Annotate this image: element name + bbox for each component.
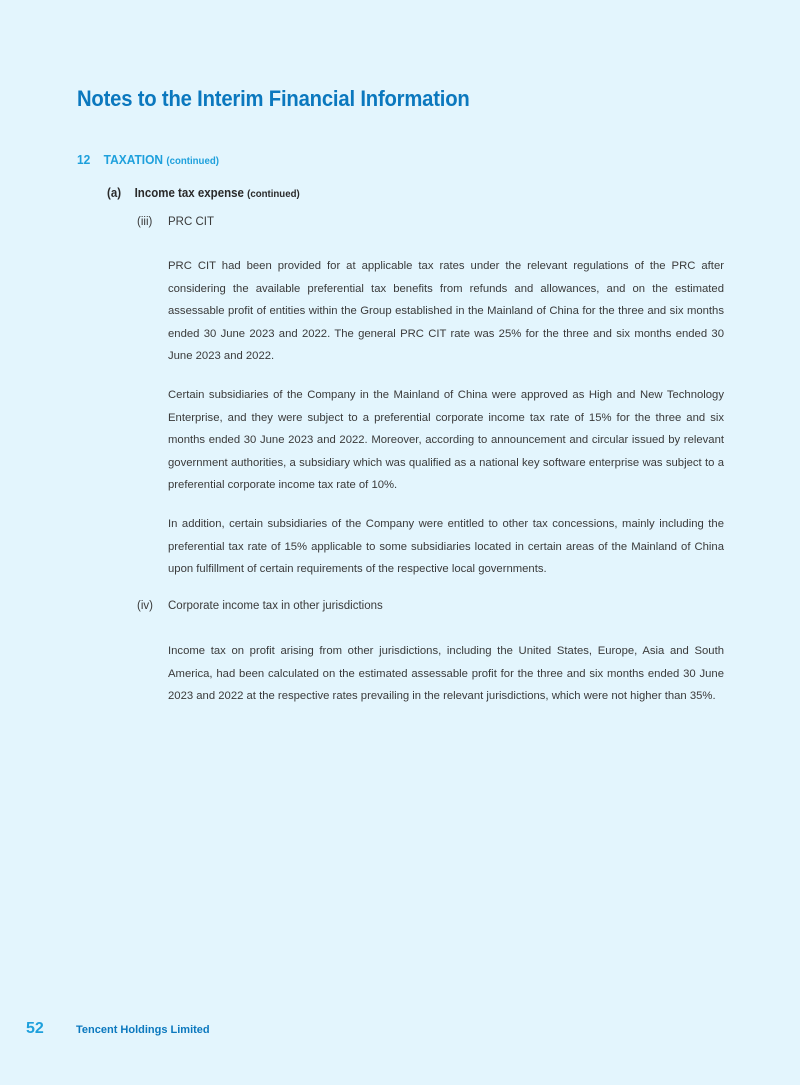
paragraph-tax-concessions: In addition, certain subsidiaries of the Company were entitled to other tax concessions, mainly including the preferential tax rate of 15% applicable to some subsidiaries located in certain areas of the Mainland of China upon fulfillment of certain requirements of the respective local governments. — [168, 518, 724, 576]
paragraph-high-new-tech: Certain subsidiaries of the Company in the Mainland of China were approved as High and New Technology Enterprise, and they were subject to a preferential corporate income tax rate of 15% for the three and six months ended 30 June 2023 and 2022. Moreover, according to announcement and circular issued by relevant government authorities, a subsidiary which was qualified as a national key software enterprise was subject to a preferential corporate income tax rate of 10%. — [168, 389, 724, 492]
item-heading-iii — [137, 216, 214, 228]
item-title: PRC CIT — [168, 216, 214, 228]
company-name: Tencent Holdings Limited — [76, 1024, 210, 1036]
subsection-continued: (continued) — [247, 188, 300, 200]
page-number: 52 — [26, 1020, 44, 1037]
subsection-title: Income tax expense — [134, 186, 244, 200]
item-numeral: (iii) — [137, 216, 153, 228]
paragraph-other-jurisdictions: Income tax on profit arising from other jurisdictions, including the United States, Europe, Asia and South America, had been calculated on the estimated assessable profit for the three and six months ended 30 June 2023 and 2022 at the respective rates prevailing in the relevant jurisdictions, which were not higher than 35%. — [168, 645, 724, 703]
section-heading — [77, 152, 219, 167]
subsection-heading — [107, 186, 300, 200]
item-title: Corporate income tax in other jurisdictions — [168, 600, 383, 612]
subsection-letter: (a) — [107, 186, 122, 200]
page-footer — [26, 1020, 210, 1038]
paragraph-prc-cit-rate: PRC CIT had been provided for at applicable tax rates under the relevant regulations of the PRC after considering the available preferential tax benefits from refunds and allowances, and on the estimated assessable profit of entities within the Group established in the Mainland of China for the three and six months ended 30 June 2023 and 2022. The general PRC CIT rate was 25% for the three and six months ended 30 June 2023 and 2022. — [168, 260, 724, 363]
section-title: TAXATION — [103, 152, 164, 167]
item-numeral: (iv) — [137, 600, 153, 612]
section-number: 12 — [77, 152, 91, 167]
page-title: Notes to the Interim Financial Information — [77, 86, 470, 111]
item-heading-iv — [137, 600, 383, 612]
section-continued: (continued) — [166, 155, 219, 167]
